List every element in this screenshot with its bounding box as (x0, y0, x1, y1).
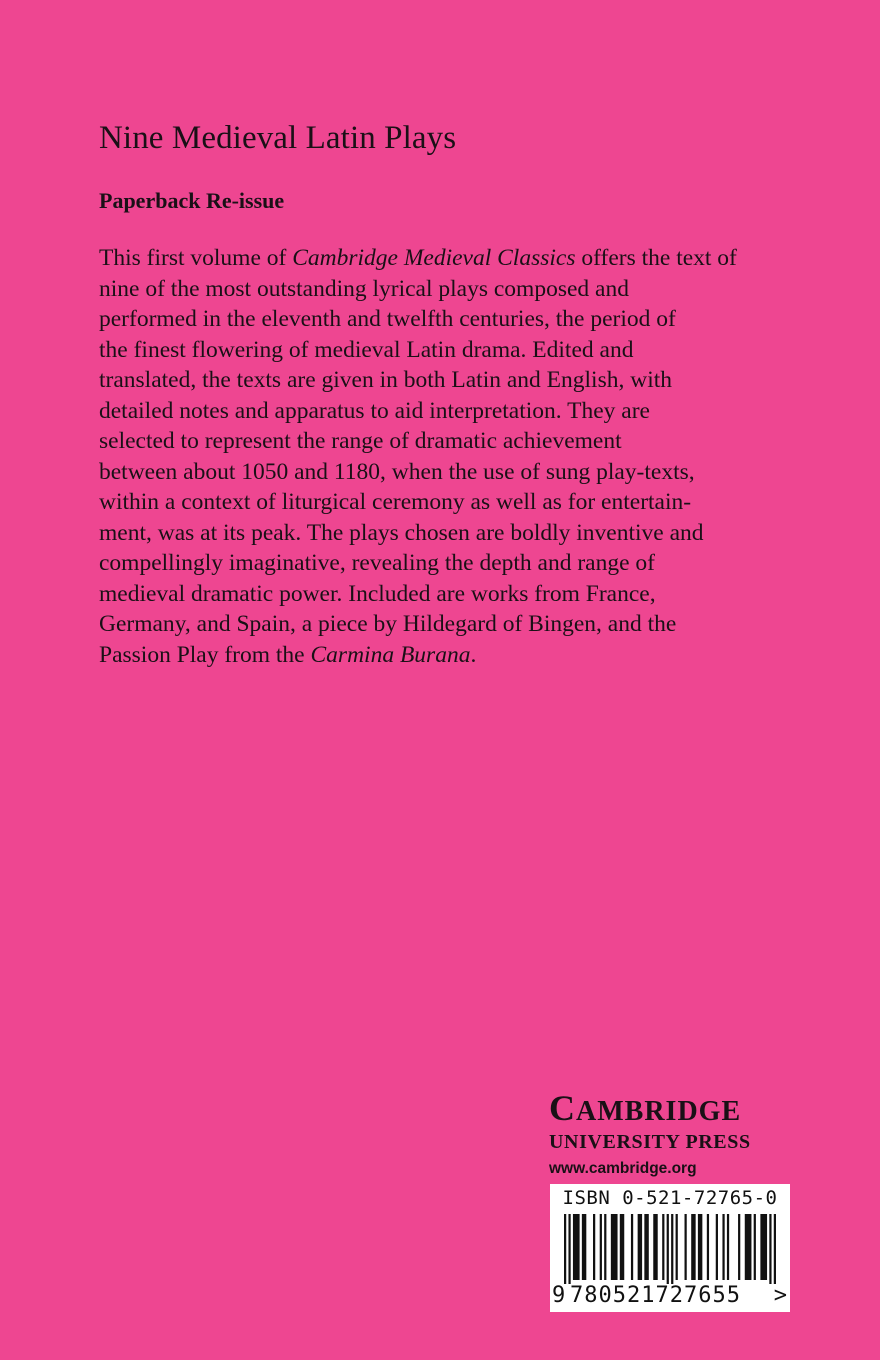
description-text: selected to represent the range of dramatic achievement (99, 428, 622, 454)
barcode-bar (691, 1214, 695, 1280)
description-line (99, 640, 737, 671)
description-line (99, 365, 737, 396)
isbn-label: ISBN 0-521-72765-0 (562, 1187, 778, 1209)
publisher-subname: UNIVERSITY PRESS (549, 1131, 751, 1153)
description-line (99, 426, 737, 457)
publisher-url[interactable]: www.cambridge.org (549, 1160, 697, 1177)
description-text: performed in the eleventh and twelfth centuries, the period of (99, 306, 676, 332)
description-text: compellingly imaginative, revealing the depth and range of (99, 550, 655, 576)
barcode-bar (760, 1214, 767, 1280)
barcode-bar (582, 1214, 586, 1280)
description-line (99, 274, 737, 305)
barcode-end-mark: > (773, 1283, 787, 1308)
description-text: within a context of liturgical ceremony as well as for entertain- (99, 489, 692, 515)
description-text: ment, was at its peak. The plays chosen are boldly inventive and (99, 519, 704, 546)
publisher-name-initial: C (549, 1088, 576, 1128)
publisher-name-rest: AMBRIDGE (576, 1096, 742, 1127)
barcode-digits: 780521727655 (570, 1283, 741, 1308)
description-line (99, 396, 737, 427)
description-text: detailed notes and apparatus to aid interpretation. They are (99, 397, 650, 424)
barcode-bar (631, 1214, 633, 1280)
description-line (99, 487, 737, 518)
barcode-bar (745, 1214, 752, 1280)
description-line (99, 518, 737, 549)
barcode-bar (644, 1214, 648, 1280)
barcode-bar (604, 1214, 606, 1280)
description-text: the finest flowering of medieval Latin drama. Edited and (99, 336, 634, 363)
description-italic-title: Cambridge Medieval Classics (292, 245, 576, 271)
description-text: This first volume of (99, 245, 293, 271)
isbn-barcode (550, 1184, 790, 1312)
description-text: offers the text of (575, 245, 737, 271)
barcode-bar (754, 1214, 756, 1280)
publisher-name (549, 1090, 793, 1130)
barcode-bar (738, 1214, 740, 1280)
barcode-bar (676, 1214, 678, 1280)
description-line (99, 609, 737, 640)
book-title: Nine Medieval Latin Plays (99, 120, 457, 156)
barcode-bar (671, 1214, 673, 1284)
barcode-number (550, 1282, 790, 1310)
barcode-bar (727, 1214, 729, 1280)
barcode-bar (568, 1214, 570, 1284)
description-text: Passion Play from the (99, 641, 311, 668)
barcode-bar (774, 1214, 776, 1284)
edition-label: Paperback Re-issue (99, 188, 285, 213)
barcode-bar (698, 1214, 702, 1280)
barcode-bar (707, 1214, 709, 1280)
barcode-bars (564, 1214, 776, 1284)
barcode-bar (662, 1214, 664, 1280)
publisher-logo (549, 1090, 793, 1179)
barcode-bar (653, 1214, 657, 1280)
barcode-bar (573, 1214, 580, 1280)
barcode-bar (716, 1214, 718, 1280)
barcode-bar (600, 1214, 602, 1280)
barcode-bar (667, 1214, 669, 1284)
description-line (99, 579, 737, 610)
barcode-bar (638, 1214, 642, 1280)
barcode-bar (593, 1214, 595, 1280)
description-line (99, 304, 737, 335)
barcode-bar (611, 1214, 618, 1280)
barcode-bar (685, 1214, 687, 1280)
description-text: translated, the texts are given in both Latin and English, with (99, 367, 673, 393)
barcode-bar (722, 1214, 724, 1280)
barcode-bar (769, 1214, 771, 1284)
description-line (99, 335, 737, 366)
description-line (99, 457, 737, 488)
description-text: nine of the most outstanding lyrical plays composed and (99, 275, 629, 302)
barcode-bar (564, 1214, 566, 1284)
description-line (99, 243, 737, 274)
description-italic-title: Carmina Burana (310, 641, 471, 668)
book-description (99, 243, 737, 670)
description-text: . (470, 641, 477, 668)
barcode-bar (620, 1214, 624, 1280)
description-text: between about 1050 and 1180, when the use of sung play-texts, (99, 458, 695, 485)
barcode-lead-digit: 9 (552, 1283, 566, 1308)
description-text: medieval dramatic power. Included are works from France, (99, 580, 656, 607)
description-text: Germany, and Spain, a piece by Hildegard of Bingen, and the (99, 611, 677, 637)
description-line (99, 548, 737, 579)
